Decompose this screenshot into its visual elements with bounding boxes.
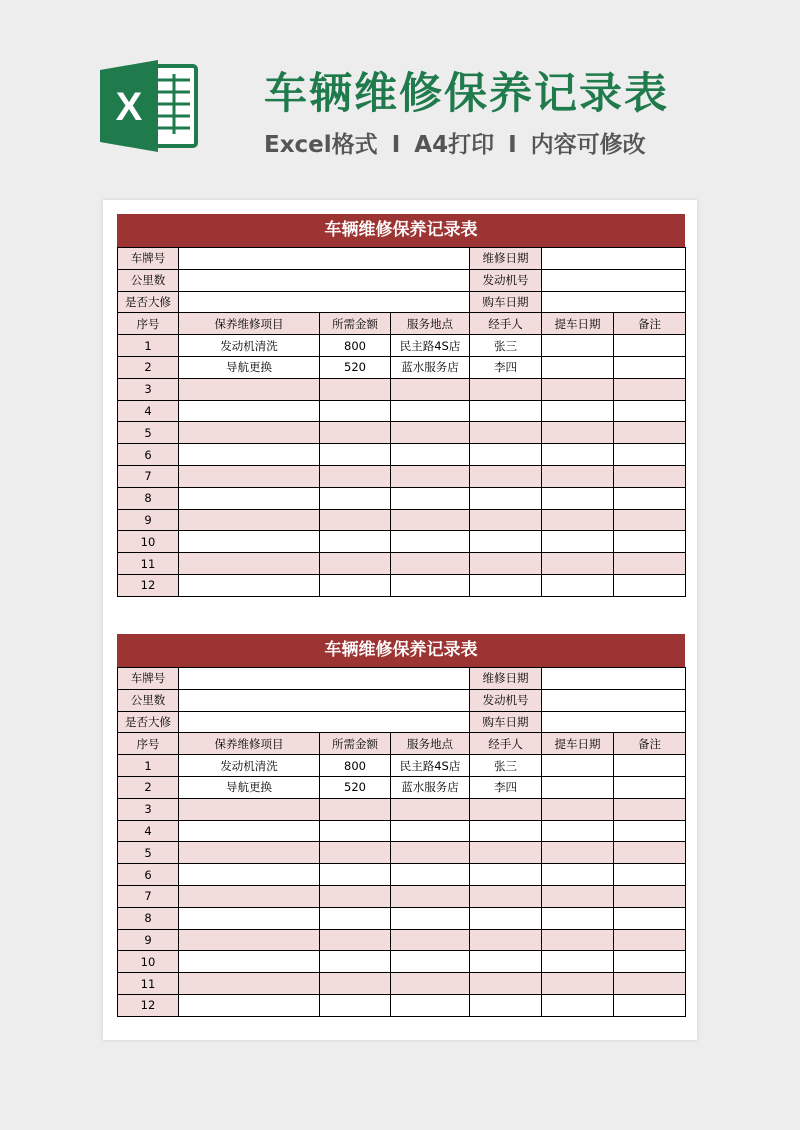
table-cell[interactable] <box>542 973 614 995</box>
table-cell[interactable] <box>470 929 542 951</box>
table-row <box>118 378 686 400</box>
table-row <box>118 951 686 973</box>
table-cell[interactable] <box>470 885 542 907</box>
column-header: 提车日期 <box>542 733 614 755</box>
column-header: 服务地点 <box>391 733 470 755</box>
table-cell[interactable] <box>470 465 542 487</box>
table-cell[interactable] <box>391 842 470 864</box>
table-cell[interactable] <box>391 422 470 444</box>
table-cell[interactable] <box>179 378 320 400</box>
table-row <box>118 422 686 444</box>
table-cell[interactable]: 520 <box>320 776 391 798</box>
table-row <box>118 356 686 378</box>
table-cell[interactable] <box>542 798 614 820</box>
table-cell[interactable] <box>614 842 686 864</box>
row-number-cell: 12 <box>118 994 179 1016</box>
row-number-cell: 11 <box>118 553 179 575</box>
column-header-row <box>118 733 686 755</box>
row-number-cell: 7 <box>118 465 179 487</box>
info-label: 发动机号 <box>470 689 542 711</box>
info-value-cell[interactable] <box>542 269 686 291</box>
table-row <box>118 755 686 777</box>
row-number-cell: 10 <box>118 951 179 973</box>
table-cell[interactable] <box>179 509 320 531</box>
table-cell[interactable] <box>542 820 614 842</box>
table-cell[interactable] <box>320 885 391 907</box>
table-cell[interactable] <box>391 378 470 400</box>
table-cell[interactable]: 李四 <box>470 776 542 798</box>
table-cell[interactable] <box>614 929 686 951</box>
row-number-cell: 9 <box>118 929 179 951</box>
table-cell[interactable] <box>179 487 320 509</box>
table-cell[interactable] <box>391 820 470 842</box>
info-value-cell[interactable] <box>179 248 470 270</box>
info-value-cell[interactable] <box>179 689 470 711</box>
table-row <box>118 487 686 509</box>
table-row <box>118 776 686 798</box>
table-cell[interactable] <box>542 842 614 864</box>
info-label: 购车日期 <box>470 291 542 313</box>
row-number-cell: 1 <box>118 335 179 357</box>
table-cell[interactable] <box>470 378 542 400</box>
table-cell[interactable]: 800 <box>320 335 391 357</box>
info-label: 维修日期 <box>470 248 542 270</box>
table-cell[interactable] <box>614 994 686 1016</box>
table-cell[interactable] <box>320 444 391 466</box>
table-cell[interactable] <box>470 798 542 820</box>
table-cell[interactable] <box>614 487 686 509</box>
table-cell[interactable] <box>391 973 470 995</box>
table-cell[interactable] <box>391 907 470 929</box>
table-cell[interactable] <box>542 994 614 1016</box>
sheet-title: 车辆维修保养记录表 <box>117 634 685 667</box>
column-header: 经手人 <box>470 733 542 755</box>
table-row <box>118 994 686 1016</box>
table-cell[interactable] <box>320 465 391 487</box>
row-number-cell: 3 <box>118 378 179 400</box>
table-cell[interactable] <box>391 553 470 575</box>
excel-icon <box>100 60 200 152</box>
table-cell[interactable] <box>542 553 614 575</box>
table-cell[interactable] <box>391 487 470 509</box>
page-subtitle <box>264 126 646 159</box>
table-cell[interactable] <box>542 378 614 400</box>
table-cell[interactable]: 发动机清洗 <box>179 755 320 777</box>
table-cell[interactable] <box>320 929 391 951</box>
table-cell[interactable] <box>320 400 391 422</box>
row-number-cell: 9 <box>118 509 179 531</box>
table-cell[interactable] <box>391 994 470 1016</box>
table-cell[interactable] <box>614 335 686 357</box>
table-cell[interactable] <box>470 973 542 995</box>
row-number-cell: 4 <box>118 400 179 422</box>
info-row <box>118 711 686 733</box>
table-cell[interactable] <box>391 885 470 907</box>
table-cell[interactable]: 导航更换 <box>179 356 320 378</box>
row-number-cell: 7 <box>118 885 179 907</box>
table-cell[interactable]: 张三 <box>470 335 542 357</box>
table-cell[interactable] <box>542 574 614 596</box>
table-cell[interactable] <box>179 465 320 487</box>
page-header <box>0 0 800 200</box>
info-label: 购车日期 <box>470 711 542 733</box>
table-cell[interactable] <box>542 465 614 487</box>
table-cell[interactable] <box>320 864 391 886</box>
table-cell[interactable] <box>542 400 614 422</box>
row-number-cell: 6 <box>118 444 179 466</box>
table-row <box>118 335 686 357</box>
row-number-cell: 10 <box>118 531 179 553</box>
sheet-title: 车辆维修保养记录表 <box>117 214 685 247</box>
table-cell[interactable] <box>614 864 686 886</box>
info-label: 发动机号 <box>470 269 542 291</box>
table-cell[interactable] <box>614 755 686 777</box>
table-cell[interactable] <box>391 465 470 487</box>
row-number-cell: 2 <box>118 776 179 798</box>
table-cell[interactable] <box>179 574 320 596</box>
table-cell[interactable] <box>470 907 542 929</box>
table-cell[interactable] <box>470 553 542 575</box>
table-cell[interactable] <box>320 994 391 1016</box>
table-cell[interactable] <box>614 378 686 400</box>
table-cell[interactable] <box>320 842 391 864</box>
table-cell[interactable] <box>542 755 614 777</box>
table-row <box>118 907 686 929</box>
table-cell[interactable] <box>614 509 686 531</box>
table-cell[interactable] <box>542 951 614 973</box>
table-cell[interactable] <box>320 378 391 400</box>
table-cell[interactable] <box>179 951 320 973</box>
table-cell[interactable]: 蓝水服务店 <box>391 776 470 798</box>
column-header: 所需金额 <box>320 313 391 335</box>
info-value-cell[interactable] <box>179 711 470 733</box>
table-cell[interactable]: 导航更换 <box>179 776 320 798</box>
table-cell[interactable] <box>614 553 686 575</box>
table-cell[interactable]: 民主路4S店 <box>391 755 470 777</box>
table-cell[interactable] <box>614 973 686 995</box>
table-cell[interactable]: 李四 <box>470 356 542 378</box>
table-cell[interactable] <box>542 907 614 929</box>
table-cell[interactable] <box>179 444 320 466</box>
svg-text:X: X <box>115 85 143 129</box>
table-cell[interactable] <box>542 444 614 466</box>
column-header: 保养维修项目 <box>179 733 320 755</box>
record-table <box>117 247 686 597</box>
column-header: 备注 <box>614 733 686 755</box>
column-header: 提车日期 <box>542 313 614 335</box>
table-cell[interactable] <box>542 487 614 509</box>
info-label: 车牌号 <box>118 668 179 690</box>
table-row <box>118 798 686 820</box>
column-header: 服务地点 <box>391 313 470 335</box>
table-cell[interactable] <box>320 798 391 820</box>
subtitle-editable: 内容可修改 <box>530 132 646 158</box>
table-row <box>118 553 686 575</box>
column-header: 序号 <box>118 733 179 755</box>
record-table <box>117 667 686 1017</box>
table-cell[interactable] <box>179 929 320 951</box>
table-cell[interactable] <box>614 820 686 842</box>
table-cell[interactable] <box>179 842 320 864</box>
row-number-cell: 4 <box>118 820 179 842</box>
table-cell[interactable] <box>320 574 391 596</box>
table-cell[interactable] <box>542 509 614 531</box>
table-cell[interactable] <box>614 776 686 798</box>
table-cell[interactable] <box>320 553 391 575</box>
table-cell[interactable] <box>320 509 391 531</box>
column-header: 序号 <box>118 313 179 335</box>
table-cell[interactable] <box>614 798 686 820</box>
info-row <box>118 668 686 690</box>
table-cell[interactable] <box>470 400 542 422</box>
table-cell[interactable] <box>614 885 686 907</box>
table-cell[interactable] <box>542 531 614 553</box>
table-cell[interactable] <box>470 509 542 531</box>
table-row <box>118 864 686 886</box>
table-cell[interactable] <box>614 422 686 444</box>
row-number-cell: 2 <box>118 356 179 378</box>
table-cell[interactable] <box>320 973 391 995</box>
table-cell[interactable] <box>391 951 470 973</box>
row-number-cell: 5 <box>118 422 179 444</box>
table-cell[interactable]: 800 <box>320 755 391 777</box>
table-cell[interactable] <box>614 907 686 929</box>
info-label: 是否大修 <box>118 291 179 313</box>
table-cell[interactable] <box>614 356 686 378</box>
table-cell[interactable] <box>614 444 686 466</box>
info-label: 车牌号 <box>118 248 179 270</box>
info-value-cell[interactable] <box>542 689 686 711</box>
column-header: 所需金额 <box>320 733 391 755</box>
table-cell[interactable] <box>614 400 686 422</box>
table-cell[interactable] <box>542 335 614 357</box>
info-row <box>118 248 686 270</box>
table-cell[interactable] <box>179 973 320 995</box>
row-number-cell: 8 <box>118 487 179 509</box>
subtitle-separator: I <box>391 132 401 158</box>
table-cell[interactable] <box>470 531 542 553</box>
subtitle-format: Excel格式 <box>264 132 378 158</box>
info-row <box>118 291 686 313</box>
info-row <box>118 269 686 291</box>
table-cell[interactable] <box>179 798 320 820</box>
table-cell[interactable] <box>391 444 470 466</box>
table-row <box>118 885 686 907</box>
table-cell[interactable] <box>320 487 391 509</box>
table-cell[interactable] <box>179 820 320 842</box>
table-cell[interactable] <box>320 907 391 929</box>
info-row <box>118 689 686 711</box>
table-cell[interactable] <box>614 531 686 553</box>
table-cell[interactable] <box>470 842 542 864</box>
table-row <box>118 531 686 553</box>
table-cell[interactable] <box>391 509 470 531</box>
table-cell[interactable] <box>542 776 614 798</box>
table-cell[interactable] <box>470 820 542 842</box>
info-label: 维修日期 <box>470 668 542 690</box>
table-cell[interactable] <box>391 400 470 422</box>
subtitle-print: A4打印 <box>414 132 495 158</box>
row-number-cell: 8 <box>118 907 179 929</box>
table-cell[interactable] <box>320 531 391 553</box>
table-cell[interactable] <box>542 885 614 907</box>
table-cell[interactable] <box>470 487 542 509</box>
table-cell[interactable]: 蓝水服务店 <box>391 356 470 378</box>
table-cell[interactable] <box>179 400 320 422</box>
column-header: 经手人 <box>470 313 542 335</box>
table-cell[interactable] <box>179 422 320 444</box>
info-label: 公里数 <box>118 689 179 711</box>
info-value-cell[interactable] <box>542 668 686 690</box>
table-cell[interactable] <box>179 885 320 907</box>
table-row <box>118 574 686 596</box>
table-cell[interactable] <box>542 929 614 951</box>
row-number-cell: 12 <box>118 574 179 596</box>
table-row <box>118 820 686 842</box>
table-cell[interactable] <box>391 531 470 553</box>
table-row <box>118 973 686 995</box>
table-cell[interactable] <box>614 951 686 973</box>
page-title: 车辆维修保养记录表 <box>264 69 669 119</box>
table-row <box>118 400 686 422</box>
column-header-row <box>118 313 686 335</box>
record-sheet-2 <box>117 634 685 1017</box>
table-row <box>118 444 686 466</box>
table-cell[interactable] <box>391 798 470 820</box>
table-cell[interactable] <box>470 574 542 596</box>
table-cell[interactable] <box>542 422 614 444</box>
table-cell[interactable] <box>179 553 320 575</box>
table-cell[interactable] <box>470 951 542 973</box>
subtitle-separator: I <box>508 132 517 158</box>
info-label: 公里数 <box>118 269 179 291</box>
table-cell[interactable] <box>391 574 470 596</box>
table-cell[interactable] <box>391 864 470 886</box>
table-cell[interactable]: 张三 <box>470 755 542 777</box>
table-row <box>118 842 686 864</box>
table-row <box>118 929 686 951</box>
table-cell[interactable] <box>470 444 542 466</box>
column-header: 保养维修项目 <box>179 313 320 335</box>
table-cell[interactable] <box>179 531 320 553</box>
table-cell[interactable] <box>179 907 320 929</box>
table-cell[interactable]: 发动机清洗 <box>179 335 320 357</box>
info-value-cell[interactable] <box>542 248 686 270</box>
table-cell[interactable] <box>320 951 391 973</box>
table-cell[interactable] <box>614 574 686 596</box>
info-label: 是否大修 <box>118 711 179 733</box>
table-cell[interactable] <box>470 422 542 444</box>
table-cell[interactable] <box>179 864 320 886</box>
record-sheet-1 <box>117 214 685 597</box>
table-row <box>118 509 686 531</box>
row-number-cell: 1 <box>118 755 179 777</box>
table-row <box>118 465 686 487</box>
paper-sheet <box>103 200 697 1040</box>
table-cell[interactable] <box>542 356 614 378</box>
table-cell[interactable] <box>470 994 542 1016</box>
row-number-cell: 5 <box>118 842 179 864</box>
table-cell[interactable] <box>320 820 391 842</box>
table-cell[interactable]: 520 <box>320 356 391 378</box>
info-value-cell[interactable] <box>542 291 686 313</box>
info-value-cell[interactable] <box>179 291 470 313</box>
info-value-cell[interactable] <box>179 668 470 690</box>
table-cell[interactable] <box>391 929 470 951</box>
info-value-cell[interactable] <box>542 711 686 733</box>
column-header: 备注 <box>614 313 686 335</box>
table-cell[interactable] <box>614 465 686 487</box>
table-cell[interactable]: 民主路4S店 <box>391 335 470 357</box>
info-value-cell[interactable] <box>179 269 470 291</box>
row-number-cell: 6 <box>118 864 179 886</box>
table-cell[interactable] <box>470 864 542 886</box>
row-number-cell: 3 <box>118 798 179 820</box>
table-cell[interactable] <box>320 422 391 444</box>
row-number-cell: 11 <box>118 973 179 995</box>
table-cell[interactable] <box>542 864 614 886</box>
table-cell[interactable] <box>179 994 320 1016</box>
